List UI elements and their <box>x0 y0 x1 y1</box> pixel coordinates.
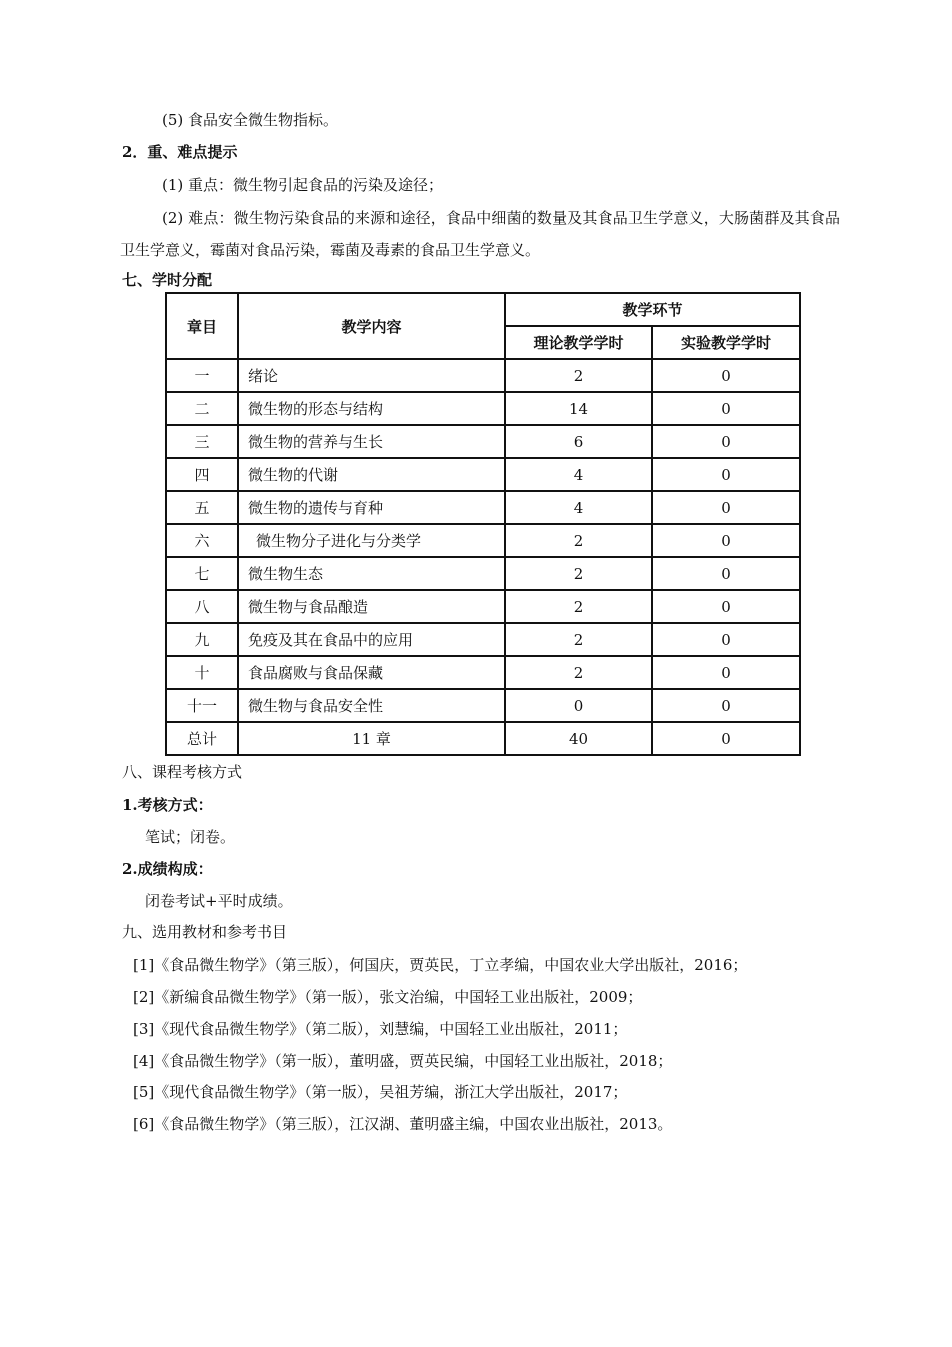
reference-item: [2]《新编食品微生物学》（第一版），张文治编，中国轻工业出版社，2009； <box>133 988 643 1006</box>
table-row <box>166 557 800 590</box>
table-row <box>166 590 800 623</box>
table-row <box>166 425 800 458</box>
table-row <box>166 491 800 524</box>
table-row <box>166 458 800 491</box>
section-7-heading: 七、学时分配 <box>122 271 213 289</box>
cell-content: 微生物的遗传与育种 <box>238 491 505 524</box>
cell-chapter: 一 <box>166 359 238 392</box>
header-content: 教学内容 <box>238 293 505 359</box>
cell-content: 微生物的形态与结构 <box>238 392 505 425</box>
total-lab-hours: 0 <box>652 722 800 755</box>
cell-lab: 0 <box>652 590 800 623</box>
total-theory-hours: 40 <box>505 722 652 755</box>
key-point-text: (1) 重点：微生物引起食品的污染及途径； <box>162 176 444 194</box>
reference-item: [4]《食品微生物学》（第一版），董明盛，贾英民编，中国轻工业出版社，2018； <box>133 1052 673 1070</box>
grade-composition-text: 闭卷考试+平时成绩。 <box>145 892 293 910</box>
hours-table <box>165 292 801 756</box>
table-row <box>166 524 800 557</box>
cell-theory: 0 <box>505 689 652 722</box>
table-row <box>166 656 800 689</box>
table-row <box>166 689 800 722</box>
table-row <box>166 623 800 656</box>
cell-chapter: 六 <box>166 524 238 557</box>
cell-content: 微生物与食品酿造 <box>238 590 505 623</box>
cell-chapter: 三 <box>166 425 238 458</box>
reference-item: [3]《现代食品微生物学》（第二版），刘慧编，中国轻工业出版社，2011； <box>133 1020 628 1038</box>
cell-content: 微生物分子进化与分类学 <box>238 524 505 557</box>
reference-item: [5]《现代食品微生物学》（第一版），吴祖芳编，浙江大学出版社，2017； <box>133 1083 628 1101</box>
cell-lab: 0 <box>652 392 800 425</box>
cell-content: 食品腐败与食品保藏 <box>238 656 505 689</box>
cell-lab: 0 <box>652 425 800 458</box>
section-9-heading: 九、选用教材和参考书目 <box>122 923 288 941</box>
cell-theory: 2 <box>505 524 652 557</box>
table-total-row <box>166 722 800 755</box>
cell-lab: 0 <box>652 623 800 656</box>
cell-content: 微生物与食品安全性 <box>238 689 505 722</box>
cell-lab: 0 <box>652 524 800 557</box>
header-teaching-section: 教学环节 <box>505 293 800 326</box>
reference-item: [1]《食品微生物学》（第三版），何国庆，贾英民，丁立孝编，中国农业大学出版社，2016； <box>133 956 748 974</box>
cell-theory: 2 <box>505 590 652 623</box>
cell-theory: 14 <box>505 392 652 425</box>
section-8-heading: 八、课程考核方式 <box>122 763 243 781</box>
section-2-heading: 2．重、难点提示 <box>122 143 238 161</box>
cell-content: 免疫及其在食品中的应用 <box>238 623 505 656</box>
header-lab-hours: 实验教学学时 <box>652 326 800 359</box>
table-header-row <box>166 293 800 326</box>
header-chapter: 章目 <box>166 293 238 359</box>
cell-content: 微生物生态 <box>238 557 505 590</box>
cell-lab: 0 <box>652 491 800 524</box>
cell-theory: 2 <box>505 359 652 392</box>
header-theory-hours: 理论教学学时 <box>505 326 652 359</box>
cell-theory: 6 <box>505 425 652 458</box>
cell-chapter: 二 <box>166 392 238 425</box>
cell-lab: 0 <box>652 557 800 590</box>
cell-lab: 0 <box>652 359 800 392</box>
cell-theory: 4 <box>505 491 652 524</box>
assessment-method-heading: 1.考核方式： <box>122 796 213 814</box>
cell-content: 绪论 <box>238 359 505 392</box>
table-row <box>166 359 800 392</box>
cell-chapter: 七 <box>166 557 238 590</box>
cell-chapter: 五 <box>166 491 238 524</box>
cell-content: 微生物的营养与生长 <box>238 425 505 458</box>
cell-lab: 0 <box>652 458 800 491</box>
assessment-method-text: 笔试；闭卷。 <box>145 828 236 846</box>
total-chapters: 11 章 <box>238 722 505 755</box>
total-label: 总计 <box>166 722 238 755</box>
difficult-point-text: (2) 难点：微生物污染食品的来源和途径，食品中细菌的数量及其食品卫生学意义，大肠菌群及其食品卫生学意义，霉菌对食品污染，霉菌及毒素的食品卫生学意义。 <box>120 209 840 259</box>
cell-lab: 0 <box>652 656 800 689</box>
cell-lab: 0 <box>652 689 800 722</box>
list-item-5: (5) 食品安全微生物指标。 <box>162 111 339 129</box>
cell-theory: 4 <box>505 458 652 491</box>
table-row <box>166 392 800 425</box>
cell-theory: 2 <box>505 623 652 656</box>
cell-chapter: 八 <box>166 590 238 623</box>
reference-item: [6]《食品微生物学》（第三版），江汉湖、董明盛主编，中国农业出版社，2013。 <box>133 1115 673 1133</box>
cell-chapter: 九 <box>166 623 238 656</box>
cell-theory: 2 <box>505 656 652 689</box>
cell-chapter: 十一 <box>166 689 238 722</box>
grade-composition-heading: 2.成绩构成： <box>122 860 213 878</box>
cell-theory: 2 <box>505 557 652 590</box>
cell-content: 微生物的代谢 <box>238 458 505 491</box>
cell-chapter: 十 <box>166 656 238 689</box>
cell-chapter: 四 <box>166 458 238 491</box>
